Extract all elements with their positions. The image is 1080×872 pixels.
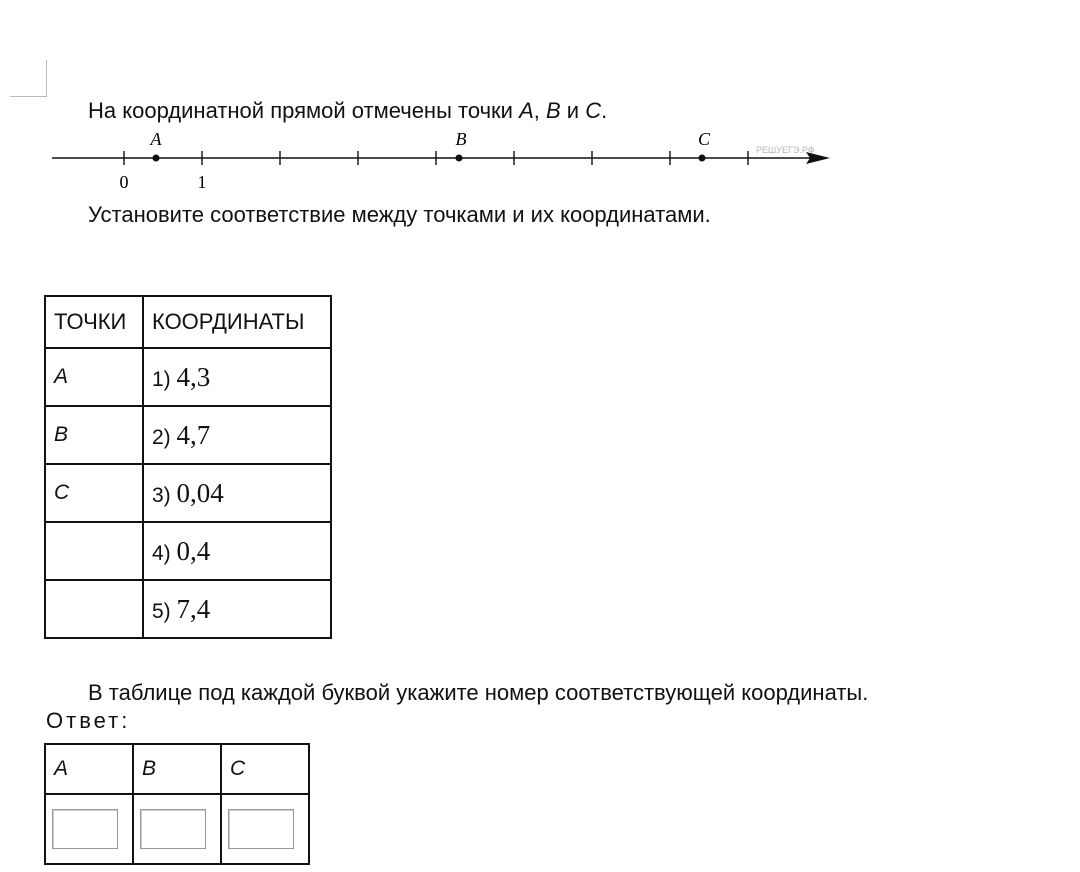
table-row (45, 580, 331, 638)
table-row (45, 348, 331, 406)
matching-table (44, 295, 332, 639)
table-row (45, 406, 331, 464)
intro-text: На координатной прямой отмечены точки A, B и C. (88, 98, 608, 123)
option-cell: 5) 7,4 (143, 580, 331, 638)
answer-header-a: A (45, 744, 133, 794)
point-cell (45, 580, 143, 638)
point-c-label: C (697, 129, 711, 149)
fill-instruction-text: В таблице под каждой буквой укажите номер соответствующей координаты. (88, 680, 869, 705)
answer-cell-b (133, 794, 221, 864)
page-corner-mark (10, 60, 47, 97)
option-cell: 1) 4,3 (143, 348, 331, 406)
answer-cell-c (221, 794, 309, 864)
point-a-dot (153, 155, 160, 162)
option-cell: 4) 0,4 (143, 522, 331, 580)
answer-table (44, 743, 310, 865)
point-c-dot (699, 155, 706, 162)
answer-header-b: B (133, 744, 221, 794)
option-cell: 3) 0,04 (143, 464, 331, 522)
tick-label-1: 1 (197, 172, 207, 192)
header-points: ТОЧКИ (45, 296, 143, 348)
header-coordinates: КООРДИНАТЫ (143, 296, 331, 348)
table-row (45, 464, 331, 522)
answer-header-c: C (221, 744, 309, 794)
answer-label: Ответ: (46, 708, 131, 733)
point-cell: C (45, 464, 143, 522)
point-a-label: A (150, 129, 162, 149)
number-line (0, 125, 1080, 195)
instruction-text: Установите соответствие между точками и их координатами. (88, 202, 711, 227)
answer-input-b[interactable] (140, 809, 206, 849)
answer-input-c[interactable] (228, 809, 294, 849)
answer-cell-a (45, 794, 133, 864)
answer-input-a[interactable] (52, 809, 118, 849)
point-cell (45, 522, 143, 580)
point-b-dot (456, 155, 463, 162)
point-b-label: B (455, 129, 467, 149)
table-row (45, 522, 331, 580)
option-cell: 2) 4,7 (143, 406, 331, 464)
watermark-text: РЕШУЕГЭ.РФ (756, 145, 815, 155)
point-cell: B (45, 406, 143, 464)
point-cell: A (45, 348, 143, 406)
tick-label-0: 0 (119, 172, 129, 192)
